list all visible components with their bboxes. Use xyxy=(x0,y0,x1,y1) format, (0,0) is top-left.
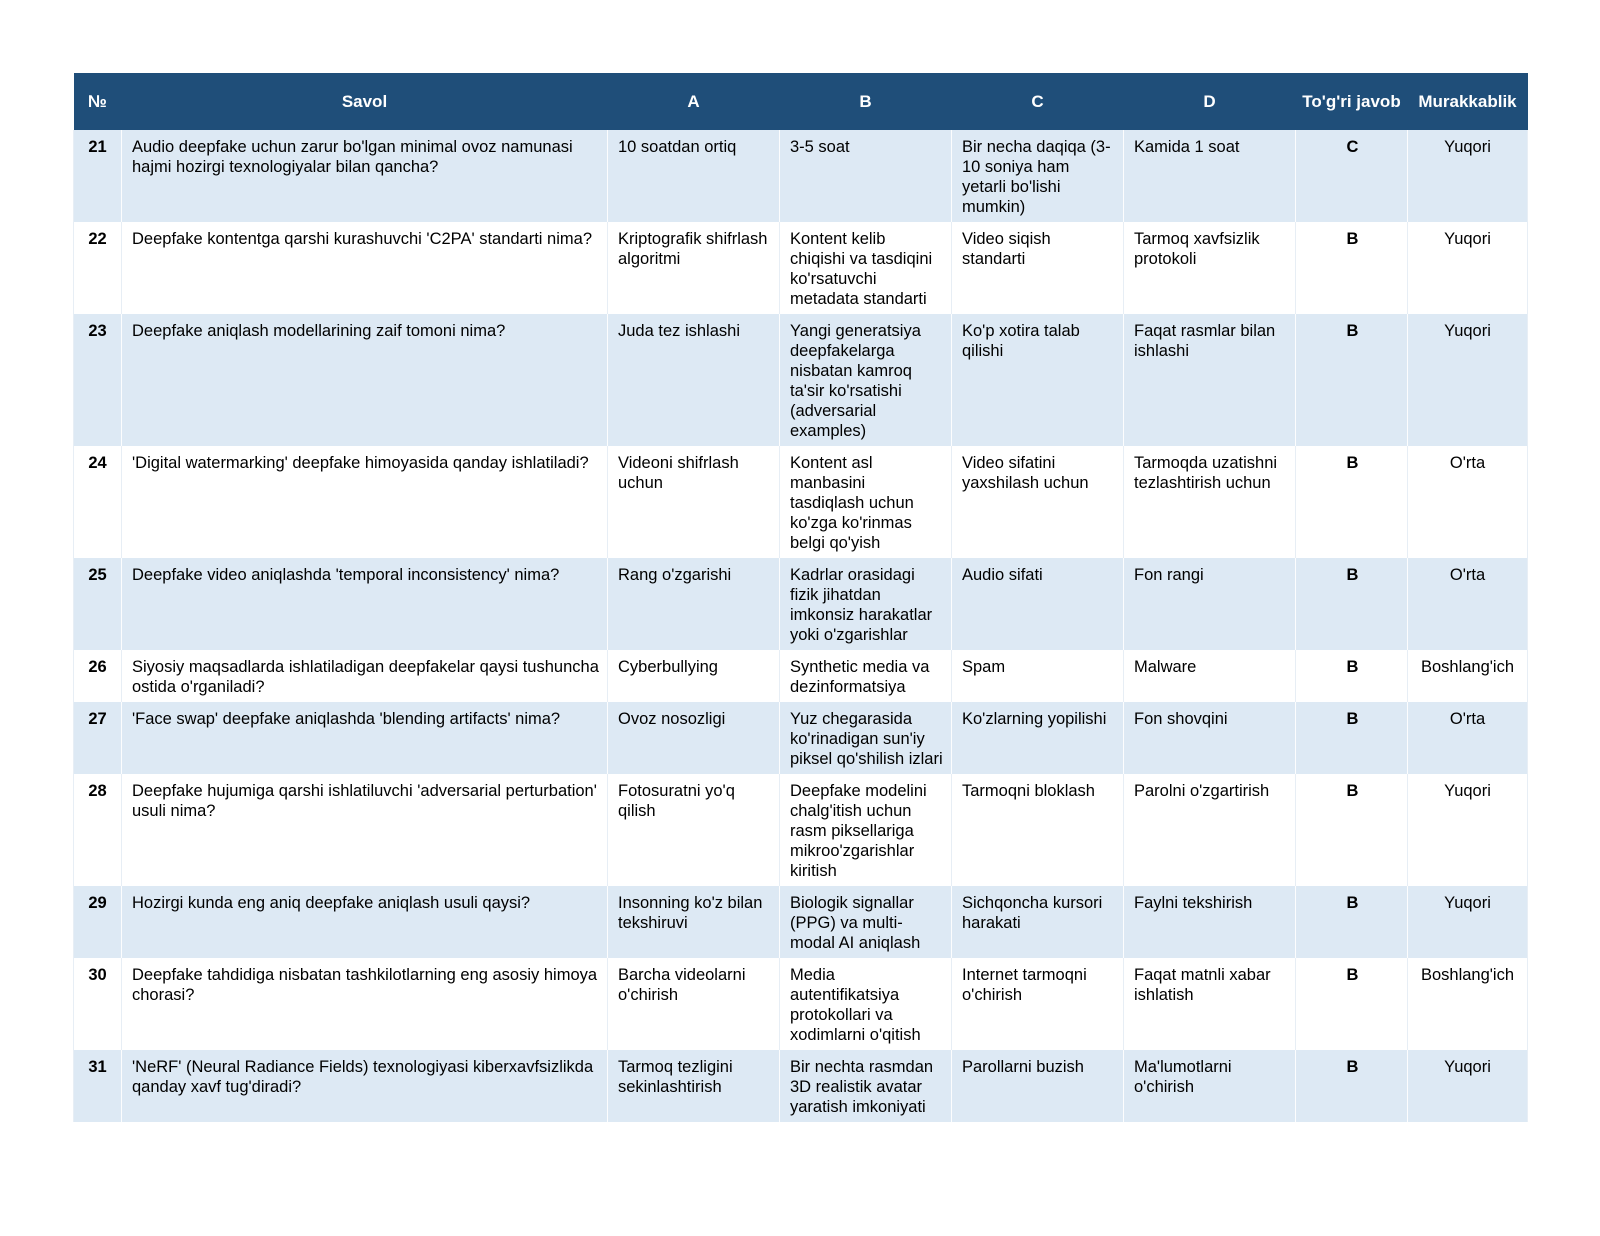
question-number: 31 xyxy=(74,1050,122,1122)
option-b: Media autentifikatsiya protokollari va xodimlarni o'qitish xyxy=(780,958,952,1050)
table-row xyxy=(74,650,1528,702)
option-a: Videoni shifrlash uchun xyxy=(608,446,780,558)
question-number: 28 xyxy=(74,774,122,886)
header-correct-answer: To'g'ri javob xyxy=(1296,73,1408,130)
header-number: № xyxy=(74,73,122,130)
correct-answer: B xyxy=(1296,314,1408,446)
option-a: 10 soatdan ortiq xyxy=(608,130,780,222)
question-number: 26 xyxy=(74,650,122,702)
difficulty-level: O'rta xyxy=(1408,446,1528,558)
option-a: Barcha videolarni o'chirish xyxy=(608,958,780,1050)
correct-answer: B xyxy=(1296,446,1408,558)
option-d: Ma'lumotlarni o'chirish xyxy=(1124,1050,1296,1122)
option-a: Rang o'zgarishi xyxy=(608,558,780,650)
option-c: Tarmoqni bloklash xyxy=(952,774,1124,886)
option-b: Deepfake modelini chalg'itish uchun rasm piksellariga mikroo'zgarishlar kiritish xyxy=(780,774,952,886)
question-text: Deepfake video aniqlashda 'temporal inconsistency' nima? xyxy=(122,558,608,650)
difficulty-level: O'rta xyxy=(1408,702,1528,774)
option-d: Faylni tekshirish xyxy=(1124,886,1296,958)
option-d: Parolni o'zgartirish xyxy=(1124,774,1296,886)
question-text: Deepfake kontentga qarshi kurashuvchi 'C2PA' standarti nima? xyxy=(122,222,608,314)
correct-answer: B xyxy=(1296,702,1408,774)
option-a: Ovoz nosozligi xyxy=(608,702,780,774)
question-number: 30 xyxy=(74,958,122,1050)
table-row xyxy=(74,702,1528,774)
table-row xyxy=(74,222,1528,314)
option-a: Tarmoq tezligini sekinlashtirish xyxy=(608,1050,780,1122)
table-row xyxy=(74,774,1528,886)
difficulty-level: Yuqori xyxy=(1408,130,1528,222)
option-b: Kadrlar orasidagi fizik jihatdan imkonsiz harakatlar yoki o'zgarishlar xyxy=(780,558,952,650)
question-number: 29 xyxy=(74,886,122,958)
question-number: 25 xyxy=(74,558,122,650)
option-a: Fotosuratni yo'q qilish xyxy=(608,774,780,886)
option-b: Kontent asl manbasini tasdiqlash uchun ko'zga ko'rinmas belgi qo'yish xyxy=(780,446,952,558)
header-difficulty: Murakkablik xyxy=(1408,73,1528,130)
correct-answer: C xyxy=(1296,130,1408,222)
option-d: Kamida 1 soat xyxy=(1124,130,1296,222)
table-row xyxy=(74,1050,1528,1122)
correct-answer: B xyxy=(1296,774,1408,886)
difficulty-level: Boshlang'ich xyxy=(1408,650,1528,702)
option-b: 3-5 soat xyxy=(780,130,952,222)
option-c: Ko'zlarning yopilishi xyxy=(952,702,1124,774)
question-text: 'Face swap' deepfake aniqlashda 'blending artifacts' nima? xyxy=(122,702,608,774)
correct-answer: B xyxy=(1296,1050,1408,1122)
option-c: Bir necha daqiqa (3-10 soniya ham yetarli bo'lishi mumkin) xyxy=(952,130,1124,222)
option-b: Yangi generatsiya deepfakelarga nisbatan kamroq ta'sir ko'rsatishi (adversarial examples) xyxy=(780,314,952,446)
difficulty-level: Yuqori xyxy=(1408,774,1528,886)
option-b: Bir nechta rasmdan 3D realistik avatar yaratish imkoniyati xyxy=(780,1050,952,1122)
quiz-table xyxy=(73,73,1528,1122)
header-option-c: C xyxy=(952,73,1124,130)
table-body xyxy=(74,130,1528,1122)
option-c: Video siqish standarti xyxy=(952,222,1124,314)
question-number: 27 xyxy=(74,702,122,774)
option-b: Synthetic media va dezinformatsiya xyxy=(780,650,952,702)
table-row xyxy=(74,958,1528,1050)
question-text: Deepfake hujumiga qarshi ishlatiluvchi 'adversarial perturbation' usuli nima? xyxy=(122,774,608,886)
correct-answer: B xyxy=(1296,886,1408,958)
difficulty-level: O'rta xyxy=(1408,558,1528,650)
difficulty-level: Yuqori xyxy=(1408,222,1528,314)
table-row xyxy=(74,886,1528,958)
question-number: 24 xyxy=(74,446,122,558)
option-b: Yuz chegarasida ko'rinadigan sun'iy piksel qo'shilish izlari xyxy=(780,702,952,774)
table-row xyxy=(74,558,1528,650)
option-a: Cyberbullying xyxy=(608,650,780,702)
option-d: Fon rangi xyxy=(1124,558,1296,650)
correct-answer: B xyxy=(1296,650,1408,702)
option-d: Tarmoq xavfsizlik protokoli xyxy=(1124,222,1296,314)
correct-answer: B xyxy=(1296,222,1408,314)
table-row xyxy=(74,314,1528,446)
header-question: Savol xyxy=(122,73,608,130)
question-text: Deepfake aniqlash modellarining zaif tomoni nima? xyxy=(122,314,608,446)
option-d: Faqat rasmlar bilan ishlashi xyxy=(1124,314,1296,446)
correct-answer: B xyxy=(1296,958,1408,1050)
option-c: Ko'p xotira talab qilishi xyxy=(952,314,1124,446)
option-d: Tarmoqda uzatishni tezlashtirish uchun xyxy=(1124,446,1296,558)
option-d: Fon shovqini xyxy=(1124,702,1296,774)
difficulty-level: Yuqori xyxy=(1408,1050,1528,1122)
table-header xyxy=(74,73,1528,130)
option-a: Juda tez ishlashi xyxy=(608,314,780,446)
document-page xyxy=(73,73,1527,1122)
question-text: Siyosiy maqsadlarda ishlatiladigan deepfakelar qaysi tushuncha ostida o'rganiladi? xyxy=(122,650,608,702)
table-row xyxy=(74,130,1528,222)
correct-answer: B xyxy=(1296,558,1408,650)
option-c: Internet tarmoqni o'chirish xyxy=(952,958,1124,1050)
question-text: Audio deepfake uchun zarur bo'lgan minimal ovoz namunasi hajmi hozirgi texnologiyalar bilan qancha? xyxy=(122,130,608,222)
difficulty-level: Boshlang'ich xyxy=(1408,958,1528,1050)
question-number: 21 xyxy=(74,130,122,222)
header-option-a: A xyxy=(608,73,780,130)
question-text: Deepfake tahdidiga nisbatan tashkilotlarning eng asosiy himoya chorasi? xyxy=(122,958,608,1050)
option-c: Video sifatini yaxshilash uchun xyxy=(952,446,1124,558)
header-option-d: D xyxy=(1124,73,1296,130)
option-c: Spam xyxy=(952,650,1124,702)
option-d: Faqat matnli xabar ishlatish xyxy=(1124,958,1296,1050)
question-number: 23 xyxy=(74,314,122,446)
option-b: Kontent kelib chiqishi va tasdiqini ko'rsatuvchi metadata standarti xyxy=(780,222,952,314)
difficulty-level: Yuqori xyxy=(1408,314,1528,446)
question-text: 'NeRF' (Neural Radiance Fields) texnologiyasi kiberxavfsizlikda qanday xavf tug'diradi? xyxy=(122,1050,608,1122)
header-option-b: B xyxy=(780,73,952,130)
option-a: Kriptografik shifrlash algoritmi xyxy=(608,222,780,314)
header-row xyxy=(74,73,1528,130)
option-c: Parollarni buzish xyxy=(952,1050,1124,1122)
option-b: Biologik signallar (PPG) va multi-modal AI aniqlash xyxy=(780,886,952,958)
difficulty-level: Yuqori xyxy=(1408,886,1528,958)
option-c: Audio sifati xyxy=(952,558,1124,650)
option-a: Insonning ko'z bilan tekshiruvi xyxy=(608,886,780,958)
question-text: 'Digital watermarking' deepfake himoyasida qanday ishlatiladi? xyxy=(122,446,608,558)
question-number: 22 xyxy=(74,222,122,314)
table-row xyxy=(74,446,1528,558)
option-d: Malware xyxy=(1124,650,1296,702)
question-text: Hozirgi kunda eng aniq deepfake aniqlash usuli qaysi? xyxy=(122,886,608,958)
option-c: Sichqoncha kursori harakati xyxy=(952,886,1124,958)
